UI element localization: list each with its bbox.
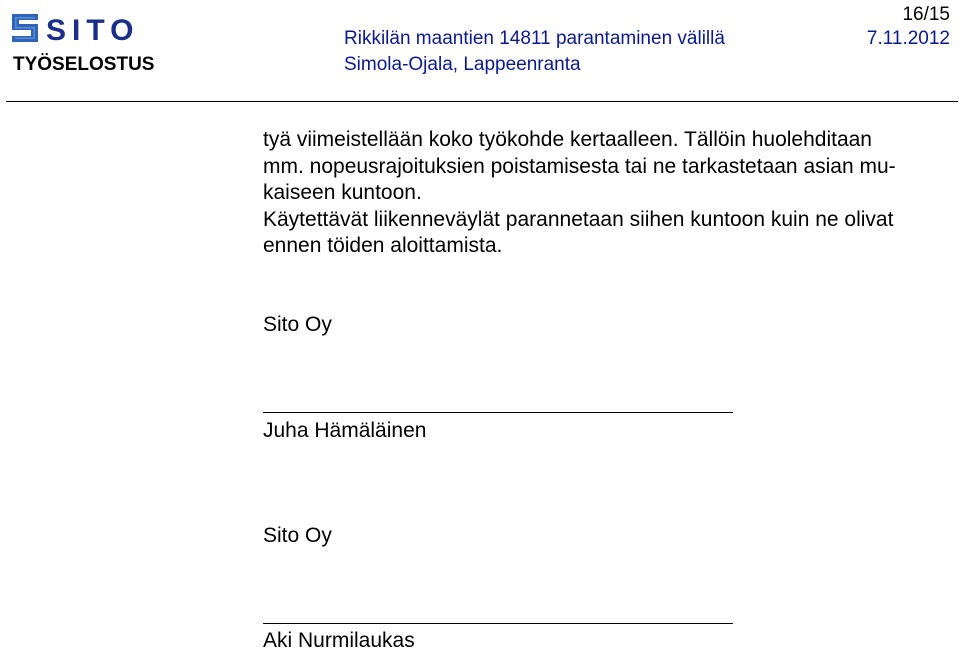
body-text [263,127,953,260]
signature-line [263,623,733,624]
body-line: ennen töiden aloittamista. [263,234,503,257]
header-divider [6,101,958,102]
sito-logo-emblem [12,14,38,42]
body-line: mm. nopeusrajoituksien poistamisesta tai ne tarkastetaan asian mu- [263,154,896,178]
signature-company: Sito Oy [263,524,332,547]
body-line: tyä viimeistellään koko työkohde kertaalleen. Tällöin huolehditaan [263,128,872,151]
body-line: kaiseen kuntoon. [263,181,422,204]
signature-line [263,412,733,413]
project-location: Simola-Ojala, Lappeenranta [344,54,581,75]
body-line: Käytettävät liikenneväylät parannetaan siihen kuntoon kuin ne olivat [263,207,894,231]
signature-name: Juha Hämäläinen [263,419,427,442]
sito-logo-text: SITO [46,14,140,46]
signature-company: Sito Oy [263,313,332,336]
project-title: Rikkilän maantien 14811 parantaminen välillä [344,28,725,49]
document-date: 7.11.2012 [866,28,950,49]
sito-logo [8,10,148,46]
document-type: TYÖSELOSTUS [13,54,155,75]
signature-name: Aki Nurmilaukas [263,629,415,652]
page-number: 16/15 [902,4,950,25]
